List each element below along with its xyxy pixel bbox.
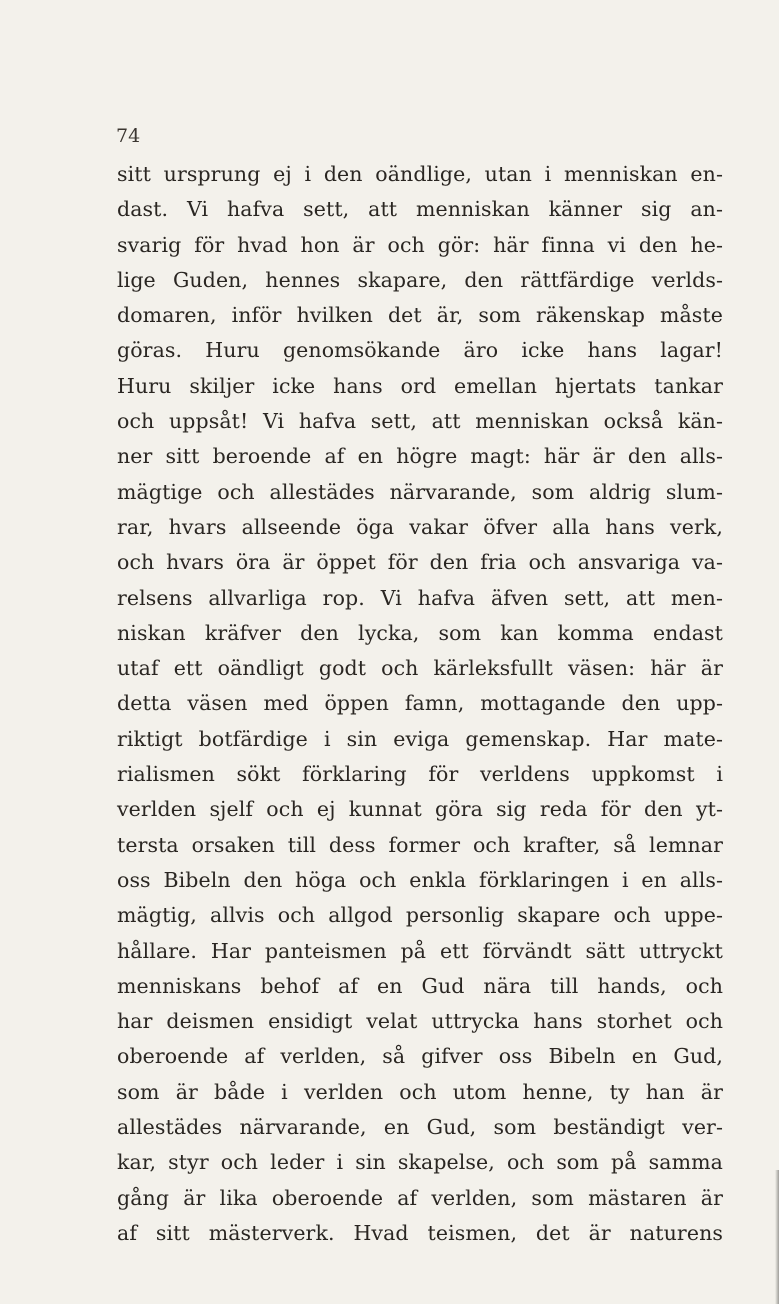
text-line: af sitt mästerverk. Hvad teismen, det är naturens xyxy=(117,1220,723,1245)
text-line: verlden sjelf och ej kunnat göra sig reda för den yt- xyxy=(117,797,723,822)
text-line: oberoende af verlden, så gifver oss Bibeln en Gud, xyxy=(117,1044,723,1069)
text-line: relsens allvarliga rop. Vi hafva äfven sett, att men- xyxy=(117,585,723,610)
text-line: som är både i verlden och utom henne, ty han är xyxy=(117,1079,723,1104)
text-line: hållare. Har panteismen på ett förvändt sätt uttryckt xyxy=(117,938,723,963)
text-line: ner sitt beroende af en högre magt: här är den alls- xyxy=(117,444,723,469)
text-line: göras. Huru genomsökande äro icke hans lagar! xyxy=(117,338,723,363)
text-line: domaren, inför hvilken det är, som räkenskap måste xyxy=(117,303,723,328)
text-line: svarig för hvad hon är och gör: här finna vi den he- xyxy=(117,232,723,257)
text-line: rar, hvars allseende öga vakar öfver alla hans verk, xyxy=(117,514,723,539)
text-line: utaf ett oändligt godt och kärleksfullt väsen: här är xyxy=(117,656,723,681)
text-line: och hvars öra är öppet för den fria och ansvariga va- xyxy=(117,550,723,575)
text-line: gång är lika oberoende af verlden, som mästaren är xyxy=(117,1185,723,1210)
body-text xyxy=(117,157,723,1251)
text-line: rialismen sökt förklaring för verldens uppkomst i xyxy=(117,762,723,787)
text-line: tersta orsaken till dess former och krafter, så lemnar xyxy=(117,832,723,857)
text-line: mägtig, allvis och allgod personlig skapare och uppe- xyxy=(117,903,723,928)
text-line: allestädes närvarande, en Gud, som beständigt ver- xyxy=(117,1115,723,1140)
text-line: lige Guden, hennes skapare, den rättfärdige verlds- xyxy=(117,267,723,292)
text-line: detta väsen med öppen famn, mottagande den upp- xyxy=(117,691,723,716)
page-number: 74 xyxy=(116,125,141,147)
text-line: menniskans behof af en Gud nära till hands, och xyxy=(117,973,723,998)
text-line: oss Bibeln den höga och enkla förklaringen i en alls- xyxy=(117,867,723,892)
page-edge-shadow xyxy=(775,1170,779,1304)
text-line: och uppsåt! Vi hafva sett, att menniskan också kän- xyxy=(117,409,723,434)
text-line: sitt ursprung ej i den oändlige, utan i menniskan en- xyxy=(117,162,723,186)
text-line: dast. Vi hafva sett, att menniskan känner sig an- xyxy=(117,197,723,222)
text-line: kar, styr och leder i sin skapelse, och som på samma xyxy=(117,1150,723,1175)
text-line: har deismen ensidigt velat uttrycka hans storhet och xyxy=(117,1009,723,1034)
text-line: niskan kräfver den lycka, som kan komma endast xyxy=(117,620,723,645)
text-line: Huru skiljer icke hans ord emellan hjertats tankar xyxy=(117,373,723,398)
text-line: mägtige och allestädes närvarande, som aldrig slum- xyxy=(117,479,723,504)
text-line: riktigt botfärdige i sin eviga gemenskap. Har mate- xyxy=(117,726,723,751)
